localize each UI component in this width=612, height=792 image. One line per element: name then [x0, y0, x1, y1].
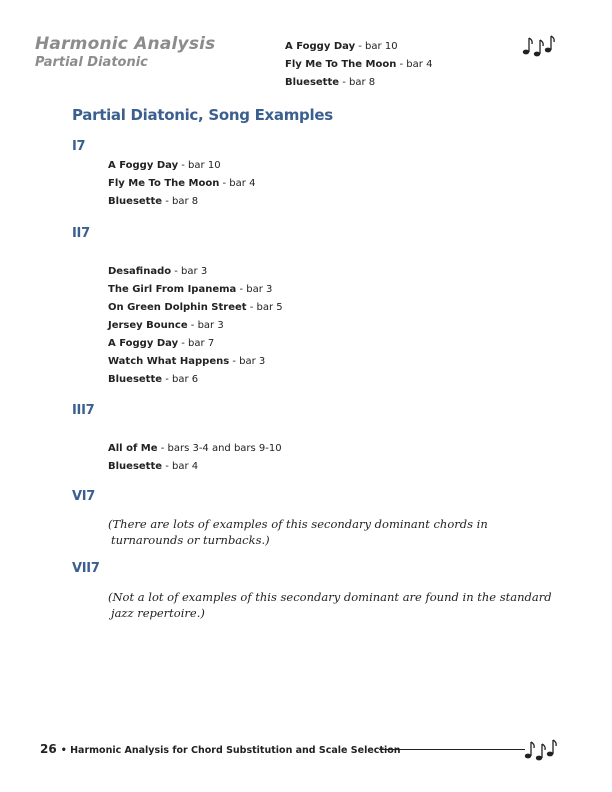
- song-example-item: Bluesette - bar 6: [108, 374, 199, 385]
- running-header-title: Harmonic Analysis: [35, 34, 216, 54]
- song-example-item: Watch What Happens - bar 3: [108, 356, 266, 367]
- section-heading: Partial Diatonic, Song Examples: [72, 106, 333, 124]
- song-example-item: Bluesette - bar 4: [108, 461, 199, 472]
- note-line: (There are lots of examples of this secondary dominant chords in: [108, 517, 488, 531]
- footer-bullet: •: [60, 745, 67, 756]
- page-footer: [40, 742, 401, 756]
- song-example-item: Fly Me To The Moon - bar 4: [108, 178, 256, 189]
- chord-note: [108, 516, 548, 548]
- song-example-list: [108, 157, 255, 211]
- note-line: turnarounds or turnbacks.): [111, 533, 270, 547]
- running-header-subtitle: Partial Diatonic: [35, 55, 148, 70]
- footer-rule: [379, 749, 525, 750]
- chord-heading-vii7: VII7: [72, 561, 100, 576]
- chord-heading-iii7: III7: [72, 403, 95, 418]
- header-reference-item: Fly Me To The Moon - bar 4: [285, 59, 433, 70]
- page-number: 26: [40, 742, 57, 756]
- chord-heading-i7: I7: [72, 139, 86, 154]
- music-notes-icon: [524, 738, 558, 762]
- chord-heading-vi7: VI7: [72, 489, 96, 504]
- song-example-list: [108, 440, 282, 476]
- song-example-item: On Green Dolphin Street - bar 5: [108, 302, 283, 313]
- chord-note: [108, 589, 552, 621]
- song-example-item: Bluesette - bar 8: [108, 196, 199, 207]
- song-example-item: A Foggy Day - bar 10: [108, 160, 221, 171]
- song-example-item: A Foggy Day - bar 7: [108, 338, 215, 349]
- header-reference-list: [285, 38, 432, 92]
- song-example-item: The Girl From Ipanema - bar 3: [108, 284, 273, 295]
- song-example-item: All of Me - bars 3-4 and bars 9-10: [108, 443, 282, 454]
- song-example-item: Jersey Bounce - bar 3: [108, 320, 224, 331]
- chord-heading-ii7: II7: [72, 226, 90, 241]
- header-reference-item: A Foggy Day - bar 10: [285, 41, 398, 52]
- footer-book-title: Harmonic Analysis for Chord Substitution and Scale Selection: [70, 745, 401, 756]
- song-example-list: [108, 263, 283, 389]
- note-line: jazz repertoire.): [111, 606, 205, 620]
- music-notes-icon: [522, 34, 556, 58]
- song-example-item: Desafinado - bar 3: [108, 266, 208, 277]
- header-reference-item: Bluesette - bar 8: [285, 77, 376, 88]
- note-line: (Not a lot of examples of this secondary dominant are found in the standard: [108, 590, 552, 604]
